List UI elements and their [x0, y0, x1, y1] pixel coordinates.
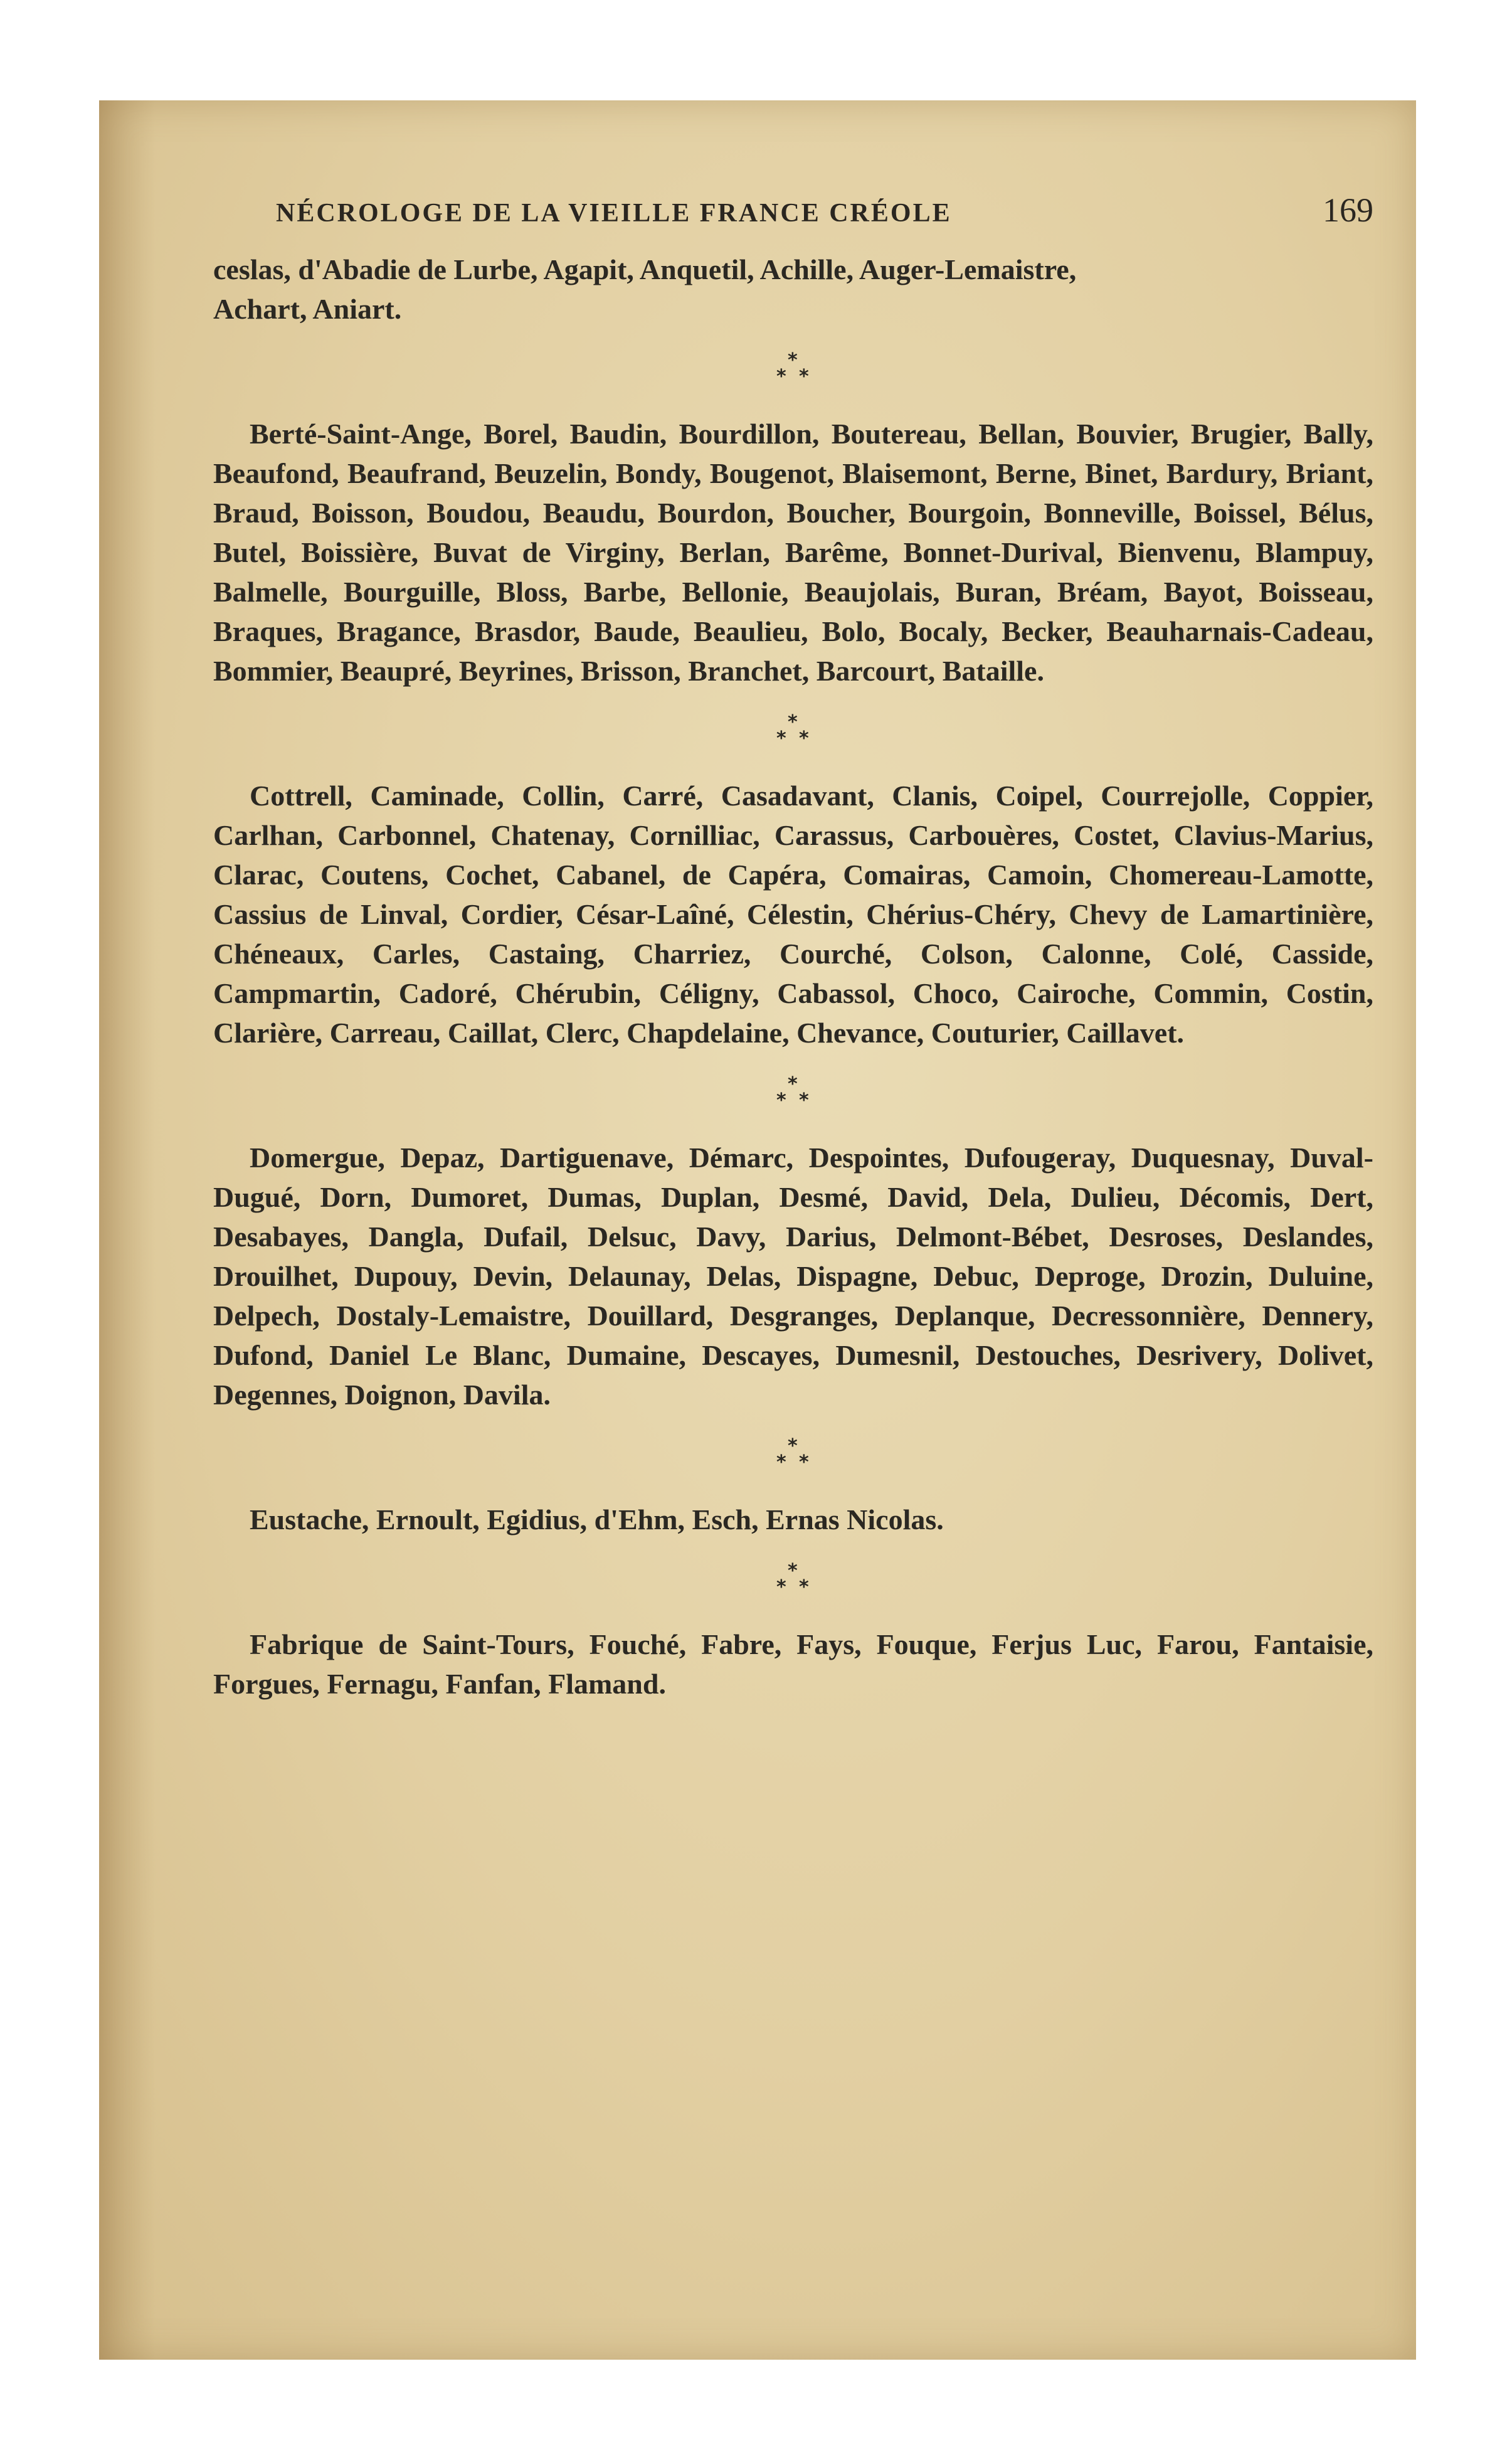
asterism-divider — [762, 1071, 825, 1122]
asterism-star: * — [788, 1560, 798, 1582]
paragraph-d-names: Domergue, Depaz, Dartiguenave, Démarc, Despointes, Dufougeray, Duquesnay, Duval-Dugué, Dorn, Dumoret, Dumas, Duplan, Desmé, David, Dela, Dulieu, Décomis, Dert, Desabayes, Dangla, Dufail, Delsuc, Davy, Darius, Delmont-Bébet, Desroses, Deslandes, Drouilhet, Dupouy, Devin, Delaunay, Delas, Dispagne, Debuc, Deproge, Drozin, Duluine, Delpech, Dostaly-Lemaistre, Douillard, Desgranges, Deplanque, Decressonnière, Dennery, Dufond, Daniel Le Blanc, Dumaine, Descayes, Dumesnil, Destouches, Desrivery, Dolivet, Degennes, Doignon, Davila. — [213, 1142, 1373, 1411]
page-number: 169 — [1323, 191, 1373, 229]
asterism-star: * — [799, 1451, 809, 1473]
running-header — [213, 188, 1373, 238]
asterism-star: * — [788, 711, 798, 733]
page-body — [213, 250, 1373, 1704]
paragraph-b-names: Berté-Saint-Ange, Borel, Baudin, Bourdillon, Boutereau, Bellan, Bouvier, Brugier, Bally, Beaufond, Beaufrand, Beuzelin, Bondy, Bougenot, Blaisemont, Berne, Binet, Bardury, Briant, Braud, Boisson, Boudou, Beaudu, Bourdon, Boucher, Bourgoin, Bonneville, Boissel, Bélus, Butel, Boissière, Buvat de Virginy, Berlan, Barême, Bonnet-Durival, Bienvenu, Blampuy, Balmelle, Bourguille, Bloss, Barbe, Bellonie, Beaujolais, Buran, Bréam, Bayot, Boisseau, Braques, Bragance, Brasdor, Baude, Beaulieu, Bolo, Bocaly, Becker, Beauharnais-Cadeau, Bommier, Beaupré, Beyrines, Brisson, Branchet, Barcourt, Bataille. — [213, 418, 1373, 687]
asterism-star: * — [788, 1435, 798, 1457]
continued-paragraph — [213, 250, 1373, 329]
paragraph-c-names: Cottrell, Caminade, Collin, Carré, Casadavant, Clanis, Coipel, Courrejolle, Coppier, Carlhan, Carbonnel, Chatenay, Cornilliac, Carassus, Carbouères, Costet, Clavius-Marius, Clarac, Coutens, Cochet, Cabanel, de Capéra, Comairas, Camoin, Chomereau-Lamotte, Cassius de Linval, Cordier, César-Laîné, Célestin, Chérius-Chéry, Chevy de Lamartinière, Chéneaux, Carles, Castaing, Charriez, Courché, Colson, Calonne, Colé, Casside, Campmartin, Cadoré, Chérubin, Céligny, Cabassol, Choco, Cairoche, Commin, Costin, Clarière, Carreau, Caillat, Clerc, Chapdelaine, Chevance, Couturier, Caillavet. — [213, 780, 1373, 1049]
asterism-star: * — [788, 1073, 798, 1095]
continued-line-1: ceslas, d'Abadie de Lurbe, Agapit, Anquetil, Achille, Auger-Lemaistre, — [213, 253, 1077, 285]
asterism-star: * — [776, 366, 786, 388]
asterism-star: * — [799, 366, 809, 388]
continued-line-2: Achart, Aniart. — [213, 293, 402, 325]
asterism-star: * — [788, 349, 798, 371]
asterism-divider — [762, 347, 825, 398]
asterism-star: * — [776, 1451, 786, 1473]
asterism-star: * — [799, 1090, 809, 1111]
paragraph-e-names: Eustache, Ernoult, Egidius, d'Ehm, Esch, Ernas Nicolas. — [250, 1503, 944, 1535]
asterism-divider — [762, 1558, 825, 1608]
asterism-star: * — [799, 1576, 809, 1598]
paragraph-f-names: Fabrique de Saint-Tours, Fouché, Fabre, Fays, Fouque, Ferjus Luc, Farou, Fantaisie, Forgues, Fernagu, Fanfan, Flamand. — [213, 1628, 1373, 1700]
running-title: NÉCROLOGE DE LA VIEILLE FRANCE CRÉOLE — [276, 199, 952, 228]
asterism-star: * — [776, 1576, 786, 1598]
asterism-star: * — [799, 728, 809, 750]
asterism-divider — [762, 709, 825, 760]
asterism-divider — [762, 1433, 825, 1483]
asterism-star: * — [776, 1090, 786, 1111]
asterism-star: * — [776, 728, 786, 750]
